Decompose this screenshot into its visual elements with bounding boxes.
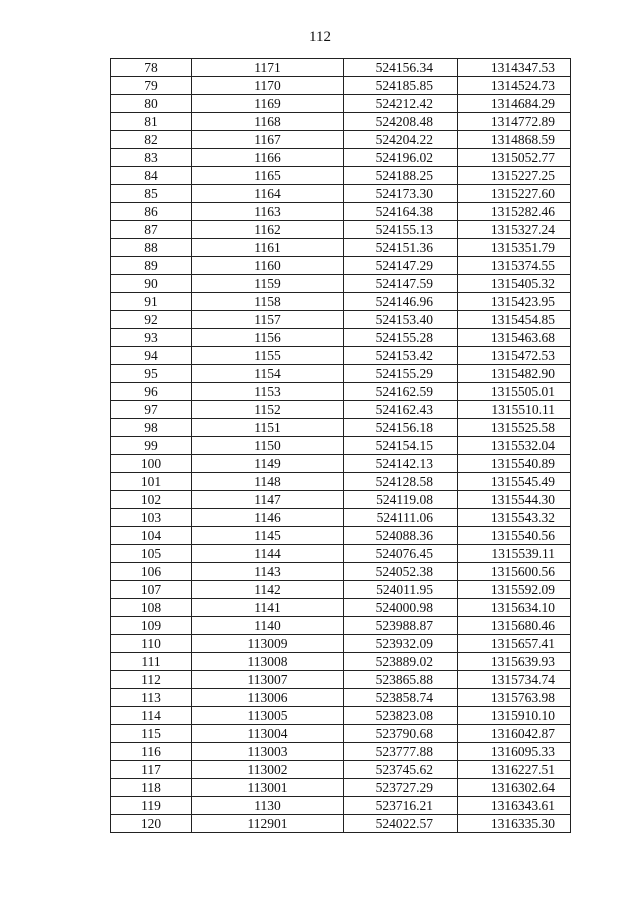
coordinates-table <box>110 58 571 833</box>
point-id-cell: 1130 <box>192 797 344 815</box>
row-number-cell: 78 <box>111 59 192 77</box>
point-id-cell: 1157 <box>192 311 344 329</box>
point-id-cell: 1158 <box>192 293 344 311</box>
table-row <box>111 149 571 167</box>
y-coordinate-cell: 1315327.24 <box>458 221 571 239</box>
row-number-cell: 82 <box>111 131 192 149</box>
point-id-cell: 1166 <box>192 149 344 167</box>
point-id-cell: 113004 <box>192 725 344 743</box>
row-number-cell: 119 <box>111 797 192 815</box>
row-number-cell: 86 <box>111 203 192 221</box>
y-coordinate-cell: 1316095.33 <box>458 743 571 761</box>
y-coordinate-cell: 1315592.09 <box>458 581 571 599</box>
point-id-cell: 1169 <box>192 95 344 113</box>
point-id-cell: 113003 <box>192 743 344 761</box>
table-row <box>111 815 571 833</box>
x-coordinate-cell: 524111.06 <box>344 509 458 527</box>
y-coordinate-cell: 1315540.56 <box>458 527 571 545</box>
x-coordinate-cell: 524155.13 <box>344 221 458 239</box>
x-coordinate-cell: 524155.28 <box>344 329 458 347</box>
point-id-cell: 1143 <box>192 563 344 581</box>
x-coordinate-cell: 524153.40 <box>344 311 458 329</box>
x-coordinate-cell: 524154.15 <box>344 437 458 455</box>
table-row <box>111 707 571 725</box>
y-coordinate-cell: 1315052.77 <box>458 149 571 167</box>
point-id-cell: 1149 <box>192 455 344 473</box>
table-row <box>111 419 571 437</box>
y-coordinate-cell: 1315482.90 <box>458 365 571 383</box>
x-coordinate-cell: 524022.57 <box>344 815 458 833</box>
y-coordinate-cell: 1315463.68 <box>458 329 571 347</box>
point-id-cell: 1141 <box>192 599 344 617</box>
row-number-cell: 118 <box>111 779 192 797</box>
point-id-cell: 1168 <box>192 113 344 131</box>
table-row <box>111 617 571 635</box>
table-row <box>111 185 571 203</box>
y-coordinate-cell: 1315227.60 <box>458 185 571 203</box>
x-coordinate-cell: 524156.34 <box>344 59 458 77</box>
row-number-cell: 79 <box>111 77 192 95</box>
row-number-cell: 96 <box>111 383 192 401</box>
point-id-cell: 1142 <box>192 581 344 599</box>
point-id-cell: 1154 <box>192 365 344 383</box>
y-coordinate-cell: 1315525.58 <box>458 419 571 437</box>
row-number-cell: 99 <box>111 437 192 455</box>
point-id-cell: 1171 <box>192 59 344 77</box>
point-id-cell: 1159 <box>192 275 344 293</box>
x-coordinate-cell: 524052.38 <box>344 563 458 581</box>
y-coordinate-cell: 1315540.89 <box>458 455 571 473</box>
y-coordinate-cell: 1315910.10 <box>458 707 571 725</box>
x-coordinate-cell: 524147.59 <box>344 275 458 293</box>
row-number-cell: 108 <box>111 599 192 617</box>
x-coordinate-cell: 523727.29 <box>344 779 458 797</box>
table-row <box>111 689 571 707</box>
y-coordinate-cell: 1316227.51 <box>458 761 571 779</box>
row-number-cell: 90 <box>111 275 192 293</box>
row-number-cell: 94 <box>111 347 192 365</box>
table-row <box>111 383 571 401</box>
point-id-cell: 112901 <box>192 815 344 833</box>
row-number-cell: 98 <box>111 419 192 437</box>
table-row <box>111 221 571 239</box>
x-coordinate-cell: 524204.22 <box>344 131 458 149</box>
table-row <box>111 455 571 473</box>
y-coordinate-cell: 1315423.95 <box>458 293 571 311</box>
x-coordinate-cell: 524156.18 <box>344 419 458 437</box>
point-id-cell: 1161 <box>192 239 344 257</box>
y-coordinate-cell: 1315657.41 <box>458 635 571 653</box>
y-coordinate-cell: 1314684.29 <box>458 95 571 113</box>
y-coordinate-cell: 1315763.98 <box>458 689 571 707</box>
table-row <box>111 599 571 617</box>
y-coordinate-cell: 1315374.55 <box>458 257 571 275</box>
table-row <box>111 797 571 815</box>
point-id-cell: 1156 <box>192 329 344 347</box>
point-id-cell: 113008 <box>192 653 344 671</box>
x-coordinate-cell: 524153.42 <box>344 347 458 365</box>
y-coordinate-cell: 1315539.11 <box>458 545 571 563</box>
x-coordinate-cell: 524142.13 <box>344 455 458 473</box>
table-row <box>111 257 571 275</box>
row-number-cell: 120 <box>111 815 192 833</box>
y-coordinate-cell: 1315405.32 <box>458 275 571 293</box>
y-coordinate-cell: 1315510.11 <box>458 401 571 419</box>
table-row <box>111 581 571 599</box>
point-id-cell: 1153 <box>192 383 344 401</box>
x-coordinate-cell: 523889.02 <box>344 653 458 671</box>
x-coordinate-cell: 524212.42 <box>344 95 458 113</box>
row-number-cell: 101 <box>111 473 192 491</box>
row-number-cell: 113 <box>111 689 192 707</box>
x-coordinate-cell: 524173.30 <box>344 185 458 203</box>
y-coordinate-cell: 1316335.30 <box>458 815 571 833</box>
table-row <box>111 671 571 689</box>
x-coordinate-cell: 523988.87 <box>344 617 458 635</box>
table-row <box>111 347 571 365</box>
row-number-cell: 117 <box>111 761 192 779</box>
row-number-cell: 83 <box>111 149 192 167</box>
y-coordinate-cell: 1315545.49 <box>458 473 571 491</box>
table-row <box>111 437 571 455</box>
y-coordinate-cell: 1315454.85 <box>458 311 571 329</box>
x-coordinate-cell: 523777.88 <box>344 743 458 761</box>
x-coordinate-cell: 524011.95 <box>344 581 458 599</box>
x-coordinate-cell: 524000.98 <box>344 599 458 617</box>
y-coordinate-cell: 1315600.56 <box>458 563 571 581</box>
x-coordinate-cell: 524208.48 <box>344 113 458 131</box>
y-coordinate-cell: 1316343.61 <box>458 797 571 815</box>
point-id-cell: 1144 <box>192 545 344 563</box>
y-coordinate-cell: 1315472.53 <box>458 347 571 365</box>
row-number-cell: 110 <box>111 635 192 653</box>
point-id-cell: 113001 <box>192 779 344 797</box>
table-row <box>111 509 571 527</box>
x-coordinate-cell: 524196.02 <box>344 149 458 167</box>
y-coordinate-cell: 1315680.46 <box>458 617 571 635</box>
y-coordinate-cell: 1315639.93 <box>458 653 571 671</box>
row-number-cell: 107 <box>111 581 192 599</box>
x-coordinate-cell: 524076.45 <box>344 545 458 563</box>
y-coordinate-cell: 1315634.10 <box>458 599 571 617</box>
y-coordinate-cell: 1315227.25 <box>458 167 571 185</box>
y-coordinate-cell: 1315532.04 <box>458 437 571 455</box>
point-id-cell: 113009 <box>192 635 344 653</box>
coordinates-table-body <box>111 59 571 833</box>
y-coordinate-cell: 1315282.46 <box>458 203 571 221</box>
x-coordinate-cell: 524162.59 <box>344 383 458 401</box>
point-id-cell: 113005 <box>192 707 344 725</box>
table-row <box>111 311 571 329</box>
row-number-cell: 80 <box>111 95 192 113</box>
y-coordinate-cell: 1315734.74 <box>458 671 571 689</box>
x-coordinate-cell: 524147.29 <box>344 257 458 275</box>
row-number-cell: 111 <box>111 653 192 671</box>
y-coordinate-cell: 1315351.79 <box>458 239 571 257</box>
table-row <box>111 527 571 545</box>
row-number-cell: 92 <box>111 311 192 329</box>
y-coordinate-cell: 1314524.73 <box>458 77 571 95</box>
row-number-cell: 100 <box>111 455 192 473</box>
x-coordinate-cell: 523858.74 <box>344 689 458 707</box>
row-number-cell: 106 <box>111 563 192 581</box>
row-number-cell: 103 <box>111 509 192 527</box>
row-number-cell: 85 <box>111 185 192 203</box>
point-id-cell: 1170 <box>192 77 344 95</box>
point-id-cell: 1150 <box>192 437 344 455</box>
x-coordinate-cell: 524185.85 <box>344 77 458 95</box>
x-coordinate-cell: 524164.38 <box>344 203 458 221</box>
table-row <box>111 491 571 509</box>
x-coordinate-cell: 524119.08 <box>344 491 458 509</box>
point-id-cell: 1162 <box>192 221 344 239</box>
point-id-cell: 113006 <box>192 689 344 707</box>
x-coordinate-cell: 523790.68 <box>344 725 458 743</box>
point-id-cell: 1164 <box>192 185 344 203</box>
point-id-cell: 1163 <box>192 203 344 221</box>
point-id-cell: 113002 <box>192 761 344 779</box>
x-coordinate-cell: 524188.25 <box>344 167 458 185</box>
table-row <box>111 401 571 419</box>
table-row <box>111 563 571 581</box>
table-row <box>111 113 571 131</box>
point-id-cell: 1155 <box>192 347 344 365</box>
y-coordinate-cell: 1314868.59 <box>458 131 571 149</box>
x-coordinate-cell: 523716.21 <box>344 797 458 815</box>
table-row <box>111 203 571 221</box>
table-row <box>111 365 571 383</box>
table-row <box>111 77 571 95</box>
y-coordinate-cell: 1316302.64 <box>458 779 571 797</box>
x-coordinate-cell: 523745.62 <box>344 761 458 779</box>
table-row <box>111 95 571 113</box>
row-number-cell: 88 <box>111 239 192 257</box>
table-row <box>111 653 571 671</box>
point-id-cell: 113007 <box>192 671 344 689</box>
point-id-cell: 1165 <box>192 167 344 185</box>
row-number-cell: 109 <box>111 617 192 635</box>
point-id-cell: 1145 <box>192 527 344 545</box>
table-row <box>111 275 571 293</box>
row-number-cell: 114 <box>111 707 192 725</box>
row-number-cell: 95 <box>111 365 192 383</box>
point-id-cell: 1152 <box>192 401 344 419</box>
row-number-cell: 115 <box>111 725 192 743</box>
page-number: 112 <box>309 29 331 45</box>
y-coordinate-cell: 1315544.30 <box>458 491 571 509</box>
table-row <box>111 329 571 347</box>
y-coordinate-cell: 1314347.53 <box>458 59 571 77</box>
row-number-cell: 97 <box>111 401 192 419</box>
x-coordinate-cell: 523865.88 <box>344 671 458 689</box>
x-coordinate-cell: 524088.36 <box>344 527 458 545</box>
y-coordinate-cell: 1315505.01 <box>458 383 571 401</box>
x-coordinate-cell: 524151.36 <box>344 239 458 257</box>
x-coordinate-cell: 524162.43 <box>344 401 458 419</box>
table-row <box>111 635 571 653</box>
row-number-cell: 105 <box>111 545 192 563</box>
point-id-cell: 1160 <box>192 257 344 275</box>
row-number-cell: 89 <box>111 257 192 275</box>
row-number-cell: 116 <box>111 743 192 761</box>
point-id-cell: 1146 <box>192 509 344 527</box>
row-number-cell: 84 <box>111 167 192 185</box>
table-row <box>111 725 571 743</box>
table-row <box>111 779 571 797</box>
row-number-cell: 93 <box>111 329 192 347</box>
point-id-cell: 1147 <box>192 491 344 509</box>
table-row <box>111 293 571 311</box>
x-coordinate-cell: 523932.09 <box>344 635 458 653</box>
table-row <box>111 545 571 563</box>
row-number-cell: 112 <box>111 671 192 689</box>
point-id-cell: 1148 <box>192 473 344 491</box>
table-row <box>111 743 571 761</box>
row-number-cell: 87 <box>111 221 192 239</box>
x-coordinate-cell: 524155.29 <box>344 365 458 383</box>
table-row <box>111 239 571 257</box>
table-row <box>111 131 571 149</box>
point-id-cell: 1140 <box>192 617 344 635</box>
y-coordinate-cell: 1314772.89 <box>458 113 571 131</box>
table-row <box>111 59 571 77</box>
table-row <box>111 761 571 779</box>
x-coordinate-cell: 524146.96 <box>344 293 458 311</box>
table-row <box>111 473 571 491</box>
row-number-cell: 102 <box>111 491 192 509</box>
y-coordinate-cell: 1315543.32 <box>458 509 571 527</box>
y-coordinate-cell: 1316042.87 <box>458 725 571 743</box>
x-coordinate-cell: 523823.08 <box>344 707 458 725</box>
row-number-cell: 81 <box>111 113 192 131</box>
table-row <box>111 167 571 185</box>
point-id-cell: 1151 <box>192 419 344 437</box>
row-number-cell: 104 <box>111 527 192 545</box>
point-id-cell: 1167 <box>192 131 344 149</box>
row-number-cell: 91 <box>111 293 192 311</box>
x-coordinate-cell: 524128.58 <box>344 473 458 491</box>
